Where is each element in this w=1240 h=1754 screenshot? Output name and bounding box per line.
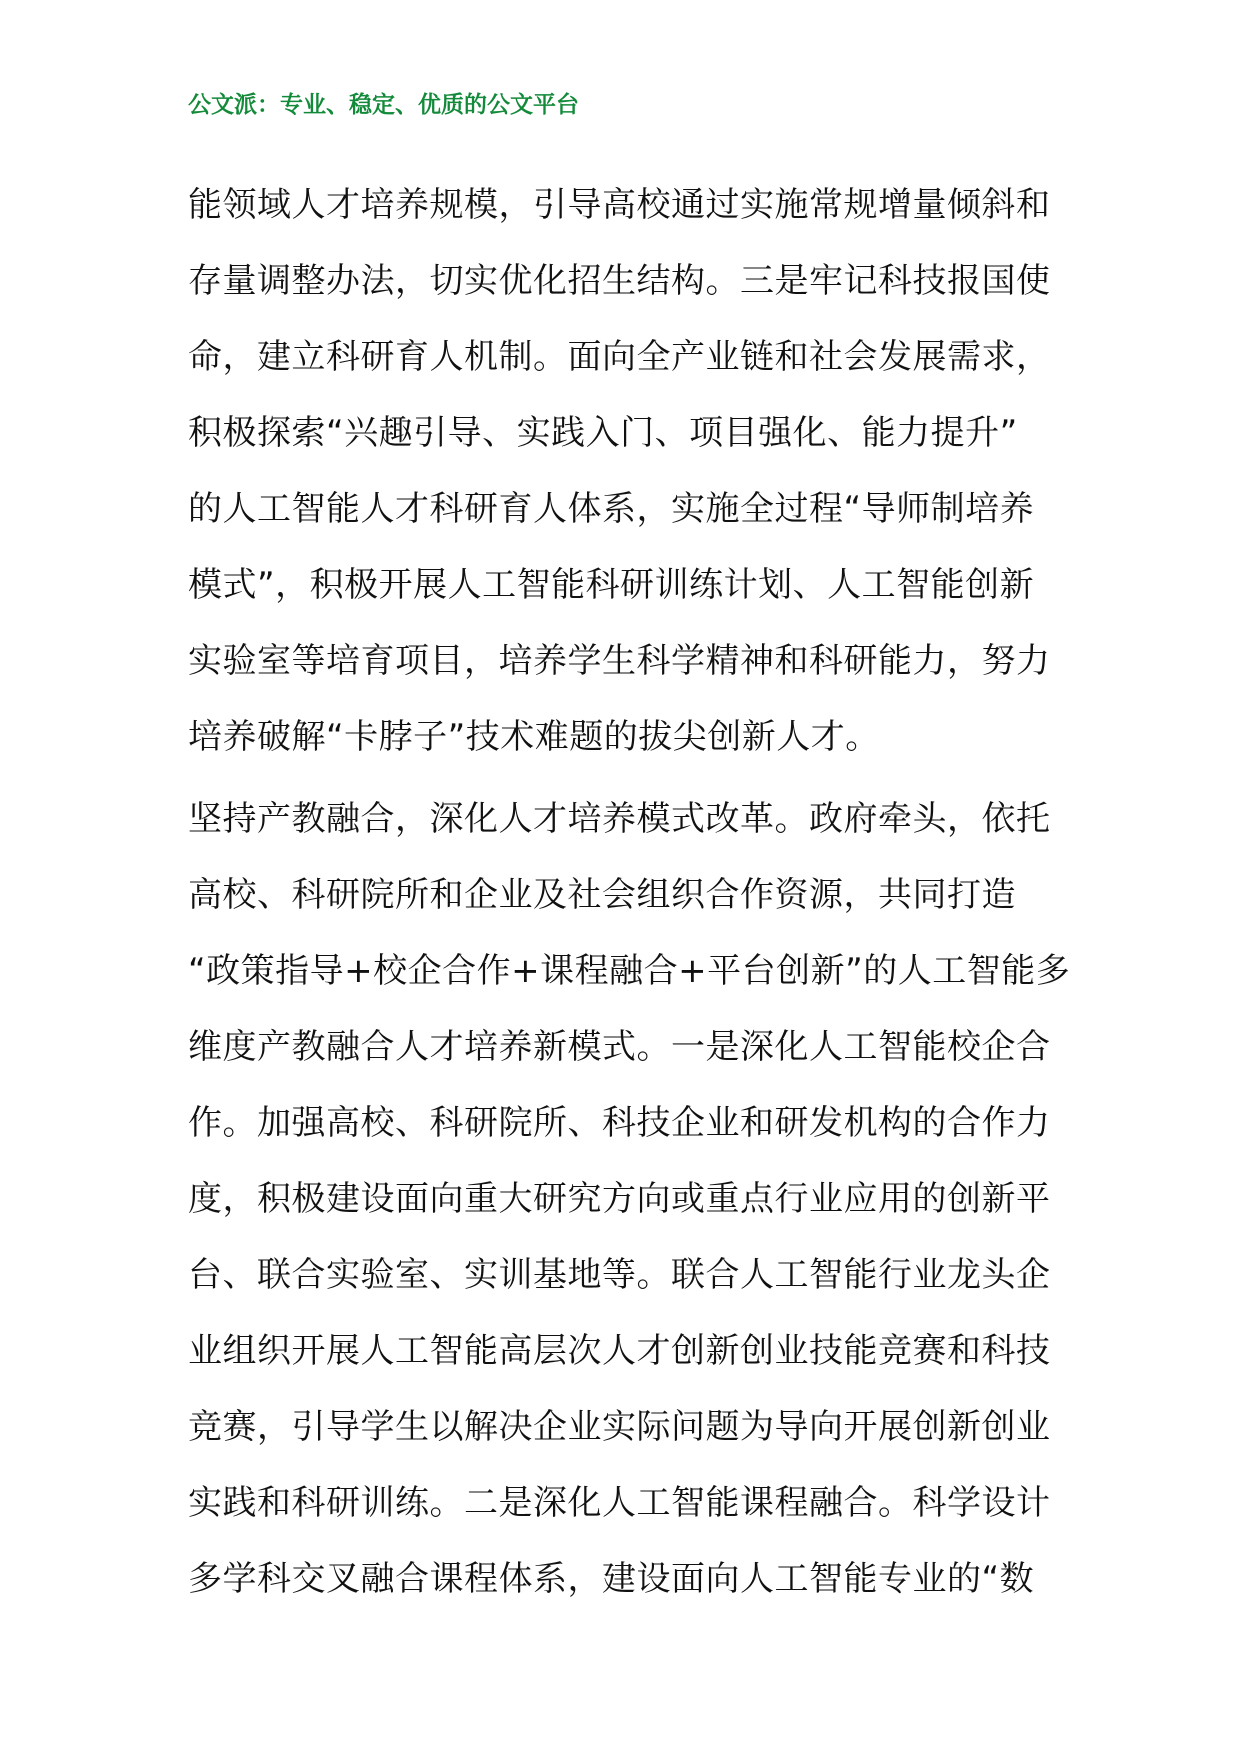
text-line: 模式”，积极开展人工智能科研训练计划、人工智能创新	[188, 565, 1035, 605]
text-line: 积极探索“兴趣引导、实践入门、项目强化、能力提升”	[188, 413, 1018, 453]
text-line: 命，建立科研育人机制。面向全产业链和社会发展需求，	[188, 337, 1051, 377]
text-line: 度，积极建设面向重大研究方向或重点行业应用的创新平	[188, 1179, 1051, 1219]
paragraph-2	[188, 781, 1071, 1617]
text-line: 培养破解“卡脖子”技术难题的拔尖创新人才。	[188, 717, 880, 757]
text-line: 的人工智能人才科研育人体系，实施全过程“导师制培养	[188, 489, 1035, 529]
page-header: 公文派：专业、稳定、优质的公文平台	[188, 92, 579, 118]
paragraph-1	[188, 167, 1068, 775]
text-line: 实践和科研训练。二是深化人工智能课程融合。科学设计	[188, 1483, 1051, 1523]
text-line: 存量调整办法，切实优化招生结构。三是牢记科技报国使	[188, 261, 1051, 301]
text-line: 台、联合实验室、实训基地等。联合人工智能行业龙头企	[188, 1255, 1051, 1295]
text-line: 维度产教融合人才培养新模式。一是深化人工智能校企合	[188, 1027, 1051, 1067]
text-line: “政策指导+校企合作+课程融合+平台创新”的人工智能多	[188, 951, 1071, 991]
text-line: 高校、科研院所和企业及社会组织合作资源，共同打造	[188, 875, 1016, 915]
text-line: 业组织开展人工智能高层次人才创新创业技能竞赛和科技	[188, 1331, 1051, 1371]
text-line: 坚持产教融合，深化人才培养模式改革。政府牵头，依托	[188, 799, 1051, 839]
text-line: 作。加强高校、科研院所、科技企业和研发机构的合作力	[188, 1103, 1051, 1143]
text-line: 多学科交叉融合课程体系，建设面向人工智能专业的“数	[188, 1559, 1035, 1599]
text-line: 能领域人才培养规模，引导高校通过实施常规增量倾斜和	[188, 185, 1051, 225]
text-line: 竞赛，引导学生以解决企业实际问题为导向开展创新创业	[188, 1407, 1051, 1447]
text-line: 实验室等培育项目，培养学生科学精神和科研能力，努力	[188, 641, 1051, 681]
